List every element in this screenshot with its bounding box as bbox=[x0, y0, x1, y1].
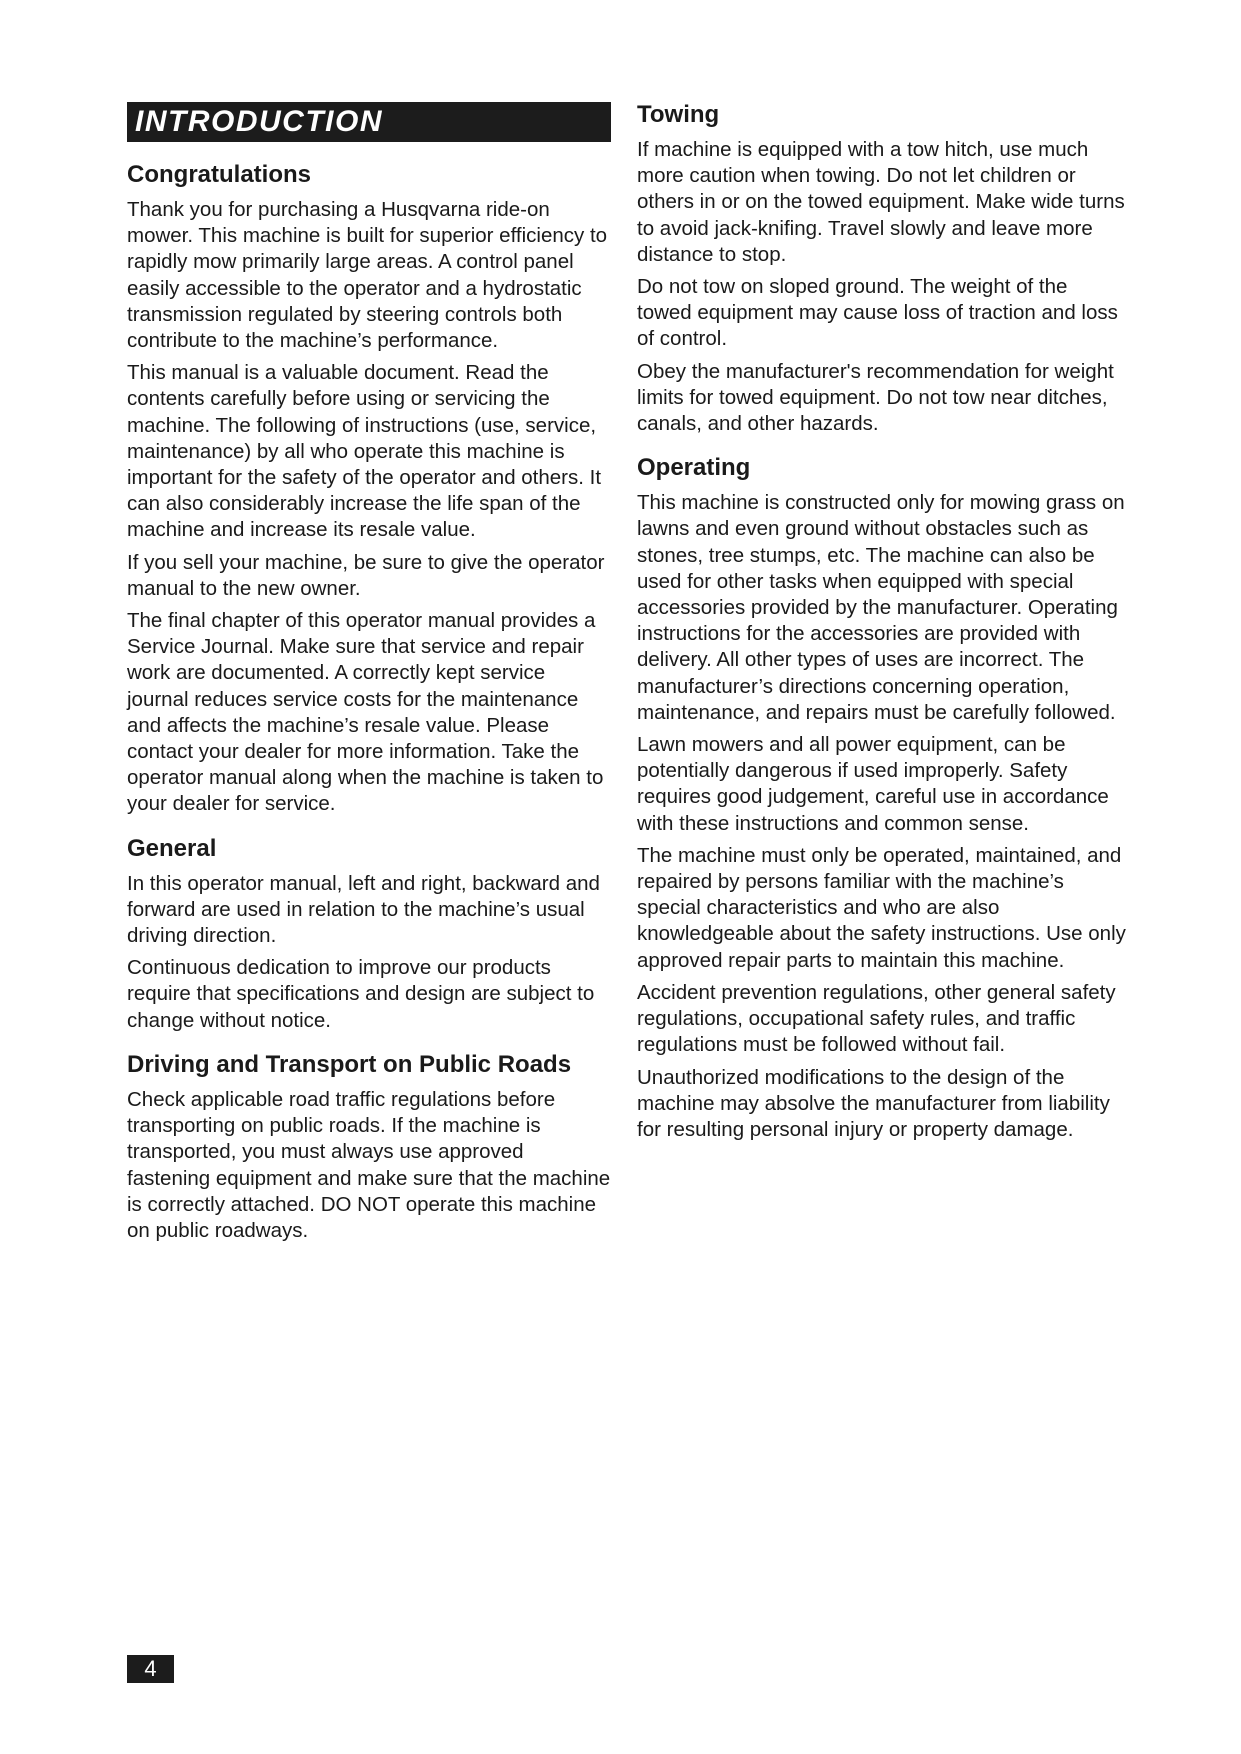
section-operating bbox=[637, 453, 1127, 1143]
left-column bbox=[127, 102, 611, 1260]
paragraph: Thank you for purchasing a Husqvarna ride-on mower. This machine is built for superior efficiency to rapidly mow primarily large areas. A control panel easily accessible to the operator and a hydrostatic transmission regulated by steering controls both contribute to the machine’s performance. bbox=[127, 198, 608, 353]
section-driving-transport bbox=[127, 1050, 611, 1244]
section-heading: Operating bbox=[637, 454, 751, 482]
page-number: 4 bbox=[127, 1655, 174, 1683]
section-general bbox=[127, 834, 611, 1034]
paragraph: Lawn mowers and all power equipment, can be potentially dangerous if used improperly. Safety requires good judgement, careful use in accordance with these instructions and common sense. bbox=[637, 733, 1109, 835]
section-towing bbox=[637, 100, 1127, 437]
paragraph: Unauthorized modifications to the design of the machine may absolve the manufacturer from liability for resulting personal injury or property damage. bbox=[637, 1065, 1110, 1141]
paragraph: This machine is constructed only for mowing grass on lawns and even ground without obstacles such as stones, tree stumps, etc. The machine can also be used for other tasks when equipped with special accessories provided by the manufacturer. Operating instructions for the accessories are provided with delivery. All other types of uses are incorrect. The manufacturer’s directions concerning operation, maintenance, and repairs must be carefully followed. bbox=[637, 491, 1125, 724]
paragraph: The machine must only be operated, maintained, and repaired by persons familiar with the machine’s special characteristics and who are also knowledgeable about the safety instructions. Use only approved repair parts to maintain this machine. bbox=[637, 843, 1126, 972]
section-congratulations bbox=[127, 160, 611, 818]
paragraph: Obey the manufacturer's recommendation for weight limits for towed equipment. Do not tow near ditches, canals, and other hazards. bbox=[637, 359, 1114, 436]
right-column bbox=[637, 100, 1127, 1159]
section-banner: INTRODUCTION bbox=[127, 102, 611, 142]
paragraph: Continuous dedication to improve our products require that specifications and design are subject to change without notice. bbox=[127, 956, 595, 1032]
paragraph: Do not tow on sloped ground. The weight of the towed equipment may cause loss of traction and loss of control. bbox=[637, 275, 1118, 351]
paragraph: In this operator manual, left and right, backward and forward are used in relation to the machine’s usual driving direction. bbox=[127, 871, 600, 948]
paragraph: This manual is a valuable document. Read the contents carefully before using or servicing the machine. The following of instructions (use, service, maintenance) by all who operate this machine is important for the safety of the operator and others. It can also considerably increase the life span of the machine and increase its resale value. bbox=[127, 361, 602, 542]
paragraph: If you sell your machine, be sure to give the operator manual to the new owner. bbox=[127, 550, 605, 600]
paragraph: The final chapter of this operator manual provides a Service Journal. Make sure that service and repair work are documented. A correctly kept service journal reduces service costs for the maintenance and affects the machine’s resale value. Please contact your dealer for more information. Take the operator manual along when the machine is taken to your dealer for service. bbox=[127, 609, 604, 816]
paragraph: Check applicable road traffic regulations before transporting on public roads. If the machine is transported, you must always use approved fastening equipment and make sure that the machine is correctly attached. DO NOT operate this machine on public roadways. bbox=[127, 1087, 611, 1242]
section-heading: General bbox=[127, 834, 217, 862]
paragraph: If machine is equipped with a tow hitch, use much more caution when towing. Do not let children or others in or on the towed equipment. Make wide turns to avoid jack-knifing. Travel slowly and leave more distance to stop. bbox=[637, 138, 1125, 266]
section-heading: Driving and Transport on Public Roads bbox=[127, 1050, 572, 1078]
section-heading: Congratulations bbox=[127, 161, 311, 188]
paragraph: Accident prevention regulations, other general safety regulations, occupational safety rules, and traffic regulations must be followed without fail. bbox=[637, 980, 1116, 1057]
section-heading: Towing bbox=[637, 101, 720, 128]
